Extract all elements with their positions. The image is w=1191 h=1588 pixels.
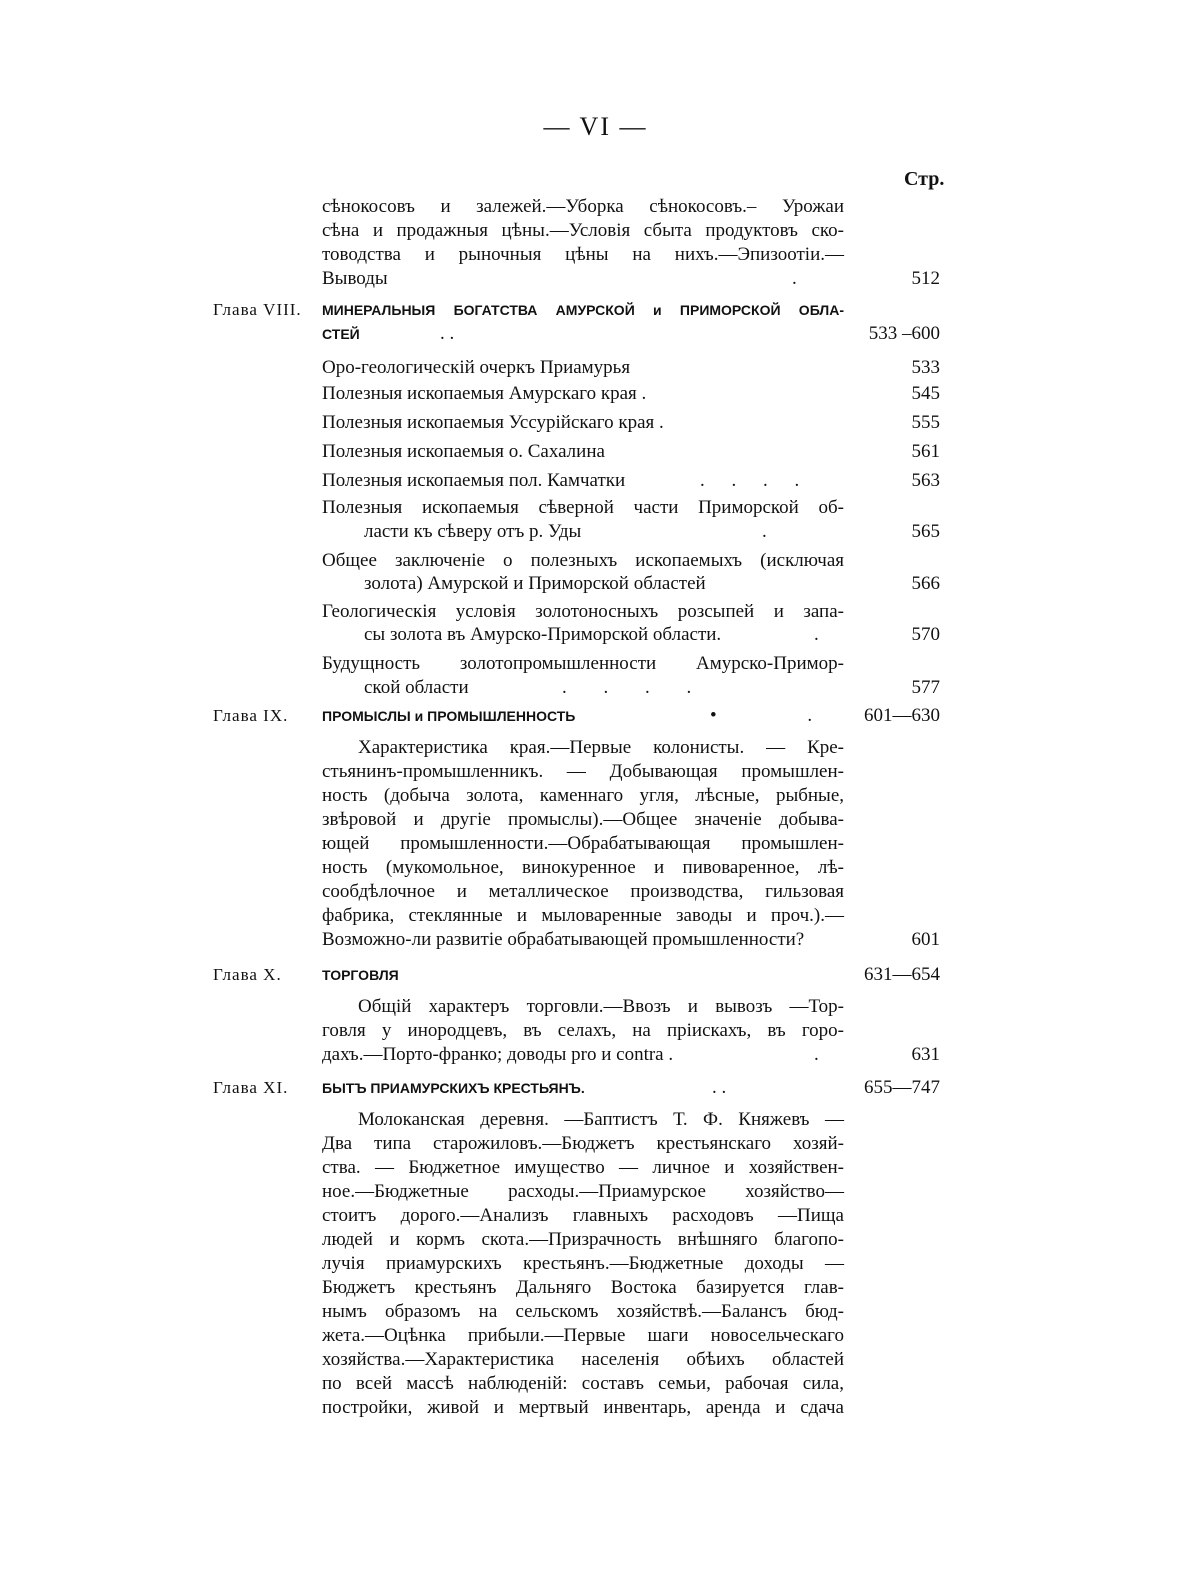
page-ref: 545	[911, 383, 940, 404]
summary-line: Бюджетъ крестьянъ Дальняго Востока базируется глав-	[322, 1277, 844, 1298]
entry-line: сы золота въ Амурско-Приморской области.	[364, 624, 722, 645]
dot-leader: .	[762, 521, 767, 542]
summary-line: сообдѣлочное и металлическое производства, гильзовая	[322, 881, 844, 902]
chapter-title: БЫТЪ ПРИАМУРСКИХЪ КРЕСТЬЯНЪ.	[322, 1080, 585, 1096]
page-range: 655—747	[864, 1077, 940, 1098]
chapter-label: Глава VIII.	[213, 300, 302, 319]
summary-line: жета.—Оцѣнка прибыли.—Первые шаги новосельческаго	[322, 1325, 844, 1346]
page-ref: 565	[911, 521, 940, 542]
chapter-label: Глава XI.	[213, 1078, 289, 1097]
entry-line: Полезныя ископаемыя Уссурійскаго края .	[322, 412, 664, 433]
entry-line: сѣнокосовъ и залежей.—Уборка сѣнокосовъ.– Урожаи	[322, 196, 844, 217]
page-ref: 566	[911, 573, 940, 594]
summary-line: фабрика, стеклянные и мыловаренные заводы и проч.).—	[322, 905, 844, 926]
summary-line: ства. — Бюджетное имущество — личное и хозяйствен-	[322, 1157, 844, 1178]
dot-leader: .	[792, 268, 797, 289]
summary-line: говля у инородцевъ, въ селахъ, на пріискахъ, въ горо-	[322, 1020, 844, 1041]
chapter-title: ПРОМЫСЛЫ и ПРОМЫШЛЕННОСТЬ	[322, 708, 576, 724]
summary-line: звѣровой и другіе промыслы).—Общее значеніе добыва-	[322, 809, 844, 830]
summary-line: ное.—Бюджетные расходы.—Приамурское хозяйство—	[322, 1181, 844, 1202]
chapter-label: Глава X.	[213, 965, 282, 984]
entry-line: Геологическія условія золотоносныхъ розсыпей и запа-	[322, 601, 844, 622]
entry-line: Выводы	[322, 268, 388, 289]
summary-line: ющей промышленности.—Обрабатывающая промышлен-	[322, 833, 844, 854]
summary-line: Два типа старожиловъ.—Бюджетъ крестьянскаго хозяй-	[322, 1133, 844, 1154]
chapter-title: ТОРГОВЛЯ	[322, 967, 399, 983]
entry-line: сѣна и продажныя цѣны.—Условія сбыта продуктовъ ско-	[322, 220, 844, 241]
page-ref: 533	[911, 357, 940, 378]
chapter-title: СТЕЙ	[322, 326, 360, 342]
page-number: — VI —	[543, 112, 648, 141]
entry-line: товодства и рыночныя цѣны на нихъ.—Эпизоотіи.—	[322, 244, 844, 265]
chapter-title: МИНЕРАЛЬНЫЯ БОГАТСТВА АМУРСКОЙ и ПРИМОРСКОЙ ОБЛА-	[322, 302, 844, 318]
summary-line: дахъ.—Порто-франко; доводы pro и contra .	[322, 1044, 674, 1065]
page-range: 631—654	[864, 964, 940, 985]
dot-leader: . . . .	[562, 677, 692, 698]
page-range: 601—630	[864, 705, 940, 726]
page-ref: 563	[911, 470, 940, 491]
entry-line: Полезныя ископаемыя сѣверной части Приморской об-	[322, 497, 844, 518]
summary-line: стоитъ дорого.—Анализъ главныхъ расходовъ —Пища	[322, 1205, 844, 1226]
summary-line: Молоканская деревня. —Баптистъ Т. Ф. Княжевъ —	[358, 1109, 844, 1130]
entry-line: Оро-геологическій очеркъ Приамурья	[322, 357, 631, 378]
page-column-header: Стр.	[904, 168, 945, 190]
summary-line: Возможно-ли развитіе обрабатывающей промышленности?	[322, 929, 805, 950]
page-ref: 577	[911, 677, 940, 698]
summary-line: людей и кормъ скота.—Призрачность внѣшняго благопо-	[322, 1229, 844, 1250]
summary-line: ность (добыча золота, каменнаго угля, лѣсные, рыбные,	[322, 785, 844, 806]
entry-line: ласти къ сѣверу отъ р. Уды	[364, 521, 582, 542]
summary-line: стьянинъ-промышленникъ. — Добывающая промышлен-	[322, 761, 844, 782]
page-ref: 631	[911, 1044, 940, 1065]
dot-leader: . .	[712, 1077, 727, 1098]
summary-line: ность (мукомольное, винокуренное и пивоваренное, лѣ-	[322, 857, 844, 878]
entry-line: Полезныя ископаемыя пол. Камчатки	[322, 470, 626, 491]
entry-line: Полезныя ископаемыя о. Сахалина	[322, 441, 605, 462]
dot-leader: .	[814, 624, 819, 645]
summary-line: постройки, живой и мертвый инвентарь, аренда и сдача	[322, 1397, 844, 1418]
entry-line: ской области	[364, 677, 469, 698]
dot-leader: • .	[710, 705, 813, 726]
summary-line: Характеристика края.—Первые колонисты. — Кре-	[358, 737, 844, 758]
dot-leader: . .	[440, 323, 455, 344]
page-ref: 512	[911, 268, 940, 289]
entry-line: Полезныя ископаемыя Амурскаго края .	[322, 383, 647, 404]
page-ref: 561	[911, 441, 940, 462]
entry-line: Общее заключеніе о полезныхъ ископаемыхъ (исключая	[322, 550, 844, 571]
chapter-label: Глава IX.	[213, 706, 289, 725]
page-range: 533 –600	[868, 323, 940, 344]
summary-line: лучія приамурскихъ крестьянъ.—Бюджетные доходы —	[322, 1253, 844, 1274]
summary-line: нымъ образомъ на сельскомъ хозяйствѣ.—Балансъ бюд-	[322, 1301, 844, 1322]
summary-line: хозяйства.—Характеристика населенія обѣихъ областей	[322, 1349, 844, 1370]
page-ref: 601	[911, 929, 940, 950]
summary-line: Общій характеръ торговли.—Ввозъ и вывозъ —Тор-	[358, 996, 844, 1017]
dot-leader: . . . .	[700, 470, 800, 491]
entry-line: золота) Амурской и Приморской областей	[364, 573, 706, 594]
page-ref: 570	[911, 624, 940, 645]
dot-leader: .	[814, 1044, 819, 1065]
summary-line: по всей массѣ наблюденій: составъ семьи, рабочая сила,	[322, 1373, 844, 1394]
entry-line: Будущность золотопромышленности Амурско-Примор-	[322, 653, 844, 674]
page-ref: 555	[911, 412, 940, 433]
